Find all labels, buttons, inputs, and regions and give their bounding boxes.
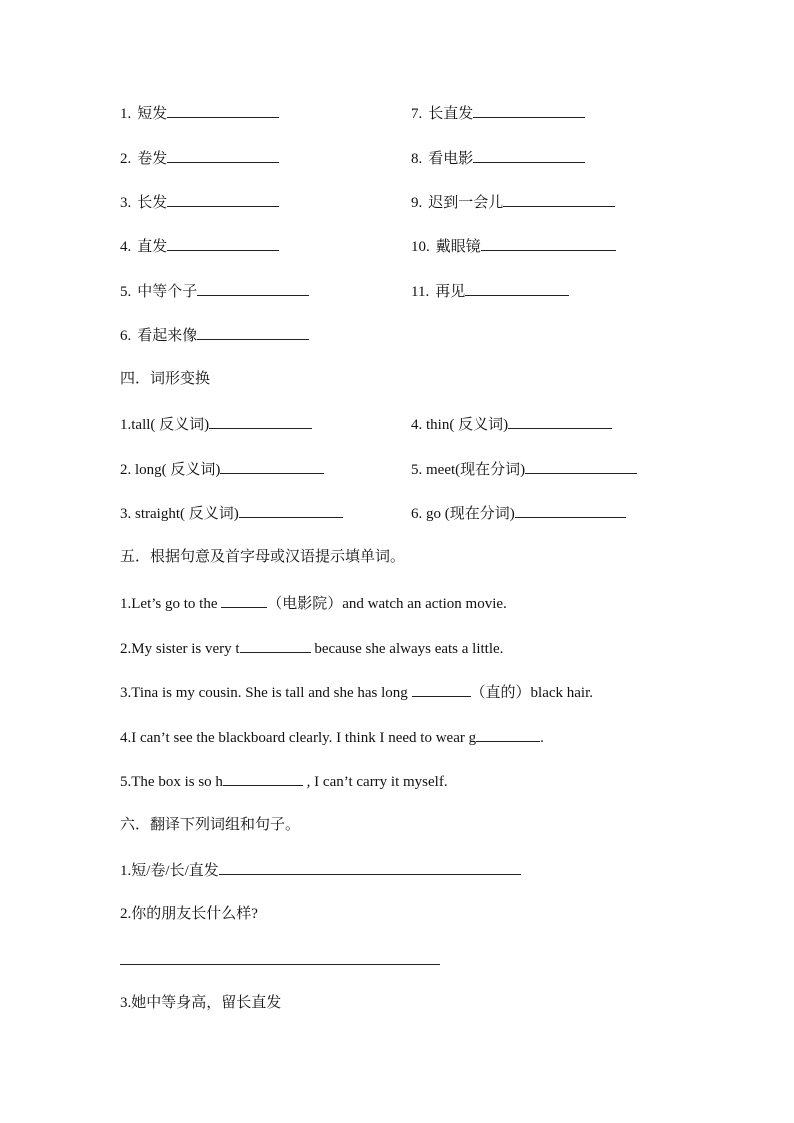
- item-text: 戴眼镜: [435, 239, 481, 255]
- question-text-start: 1.Let’s go to the: [120, 596, 222, 612]
- answer-blank[interactable]: [197, 280, 309, 296]
- question-text-start: 2.My sister is very t: [120, 641, 240, 657]
- answer-blank[interactable]: [167, 102, 279, 118]
- question-text-end: （电影院）and watch an action movie.: [267, 596, 507, 612]
- answer-blank[interactable]: [220, 458, 324, 474]
- item-text: 2. long( 反义词): [120, 462, 221, 478]
- vocab-item-7: [411, 102, 585, 122]
- answer-blank[interactable]: [515, 502, 626, 518]
- vocab-item-2: [120, 147, 279, 167]
- vocab-item-3: [120, 191, 279, 211]
- answer-blank[interactable]: [476, 726, 540, 742]
- item-text: 卷发: [137, 151, 168, 167]
- answer-blank[interactable]: [465, 280, 569, 296]
- answer-blank[interactable]: [197, 324, 309, 340]
- question-text-start: 5.The box is so h: [120, 774, 223, 790]
- question-text-end: , I can’t carry it myself.: [302, 774, 448, 790]
- answer-blank[interactable]: [209, 413, 312, 429]
- vocab-item-11: [411, 280, 569, 300]
- word-form-item-1: [120, 413, 312, 433]
- vocab-item-4: [120, 235, 279, 255]
- translation-question-2: [120, 904, 258, 924]
- answer-blank[interactable]: [508, 413, 612, 429]
- item-number: 3.: [120, 195, 132, 211]
- answer-blank[interactable]: [503, 191, 615, 207]
- item-number: 7.: [411, 106, 423, 122]
- answer-blank[interactable]: [221, 592, 267, 608]
- answer-line[interactable]: [120, 964, 440, 965]
- item-text: 长直发: [428, 106, 474, 122]
- fill-blank-question-1: [120, 592, 507, 612]
- translation-question-3: [120, 993, 281, 1013]
- item-number: 5.: [120, 284, 132, 300]
- item-text: 4. thin( 反义词): [411, 417, 509, 433]
- vocab-item-9: [411, 191, 615, 211]
- item-text: 1.tall( 反义词): [120, 417, 210, 433]
- item-text: 看电影: [428, 151, 474, 167]
- question-text: 1.短/卷/长/直发: [120, 863, 219, 879]
- item-text: 中等个子: [137, 284, 198, 300]
- item-number: 6.: [120, 328, 132, 344]
- answer-blank[interactable]: [481, 235, 616, 251]
- word-form-item-4: [411, 413, 612, 433]
- fill-blank-question-4: [120, 726, 544, 746]
- answer-blank[interactable]: [525, 458, 637, 474]
- item-number: 8.: [411, 151, 423, 167]
- word-form-item-3: [120, 502, 343, 522]
- item-text: 直发: [137, 239, 168, 255]
- item-number: 2.: [120, 151, 132, 167]
- item-text: 短发: [137, 106, 168, 122]
- answer-blank[interactable]: [239, 502, 343, 518]
- word-form-item-6: [411, 502, 626, 522]
- item-number: 4.: [120, 239, 132, 255]
- vocab-item-8: [411, 147, 585, 167]
- answer-blank[interactable]: [219, 859, 521, 875]
- fill-blank-question-2: [120, 637, 503, 657]
- item-number: 11.: [411, 284, 430, 300]
- vocab-item-1: [120, 102, 279, 122]
- item-text: 长发: [137, 195, 168, 211]
- item-number: 9.: [411, 195, 423, 211]
- question-text-end: （直的）black hair.: [470, 685, 594, 701]
- answer-blank[interactable]: [473, 102, 585, 118]
- answer-blank[interactable]: [223, 770, 303, 786]
- item-text: 6. go (现在分词): [411, 506, 515, 522]
- question-text-end: .: [540, 730, 544, 746]
- fill-blank-question-3: [120, 681, 593, 701]
- answer-blank[interactable]: [167, 235, 279, 251]
- answer-blank[interactable]: [167, 191, 279, 207]
- question-text-start: 4.I can’t see the blackboard clearly. I think I need to wear g: [120, 730, 477, 746]
- vocab-item-5: [120, 280, 309, 300]
- item-text: 看起来像: [137, 328, 198, 344]
- item-text: 3. straight( 反义词): [120, 506, 239, 522]
- item-text: 迟到一会儿: [428, 195, 504, 211]
- vocab-item-10: [411, 235, 616, 255]
- fill-blank-question-5: [120, 770, 448, 790]
- question-text: 2.你的朋友长什么样?: [120, 906, 258, 922]
- item-text: 5. meet(现在分词): [411, 462, 526, 478]
- answer-blank[interactable]: [412, 681, 471, 697]
- section-6-heading: 六．翻译下列词组和句子。: [120, 817, 301, 833]
- section-5-heading: 五．根据句意及首字母或汉语提示填单词。: [120, 549, 406, 565]
- answer-blank[interactable]: [167, 147, 279, 163]
- item-text: 再见: [435, 284, 466, 300]
- translation-question-1: [120, 859, 521, 879]
- question-text: 3.她中等身高，留长直发: [120, 995, 282, 1011]
- item-number: 10.: [411, 239, 430, 255]
- vocab-item-6: [120, 324, 309, 344]
- answer-blank[interactable]: [240, 637, 311, 653]
- question-text-start: 3.Tina is my cousin. She is tall and she has long: [120, 685, 412, 701]
- item-number: 1.: [120, 106, 132, 122]
- word-form-item-2: [120, 458, 324, 478]
- section-4-heading: 四．词形变换: [120, 371, 211, 387]
- question-text-end: because she always eats a little.: [310, 641, 504, 657]
- word-form-item-5: [411, 458, 637, 478]
- answer-blank[interactable]: [473, 147, 585, 163]
